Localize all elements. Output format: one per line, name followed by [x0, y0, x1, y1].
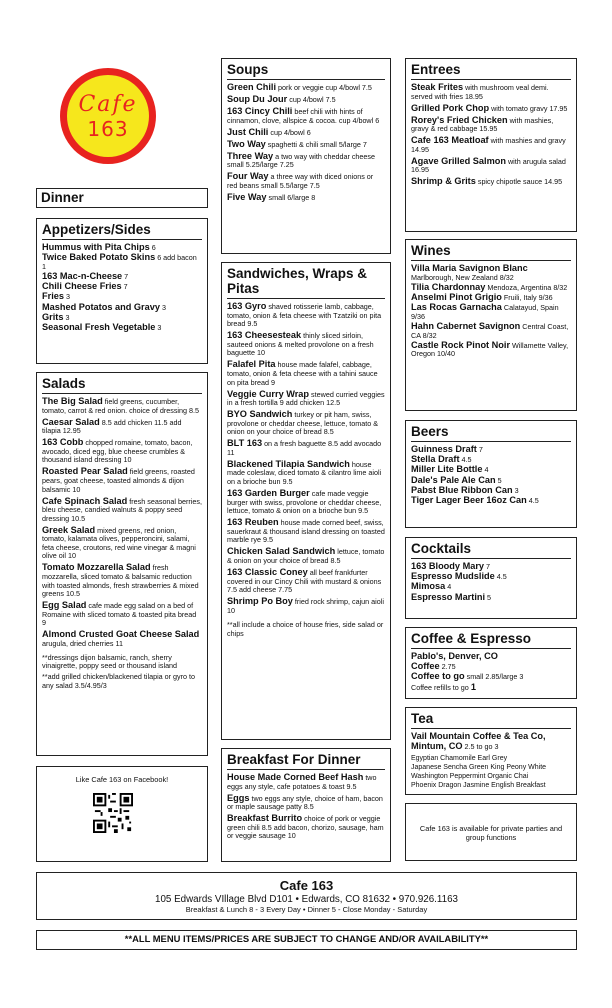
- menu-item: [411, 177, 571, 187]
- menu-item-price: 17.95: [549, 103, 568, 113]
- menu-item-name: Four Way: [227, 171, 269, 182]
- menu-item-description: cafe made egg salad on a bed of Romaine with sliced tomato & toasted pita bread: [42, 601, 197, 619]
- menu-item-price: 8: [311, 192, 316, 202]
- menu-item-price: 10.5: [65, 589, 80, 599]
- menu-item-name: Seasonal Fresh Vegetable: [42, 321, 156, 332]
- wines-list: [411, 264, 571, 359]
- menu-item-description: stewed curried veggies in a fresh tortilla 9 add chicken: [227, 389, 385, 408]
- menu-item-price: 8.5: [189, 405, 200, 415]
- menu-item-price: 3: [161, 302, 166, 312]
- menu-item-price: 7.5: [325, 94, 336, 104]
- menu-item-description: Marlborough, New Zealand: [411, 272, 498, 282]
- menu-item: [411, 322, 571, 340]
- menu-item-price: 10: [227, 605, 235, 615]
- menu-item-price: 5: [487, 592, 492, 602]
- tea-origin: Vail Mountain Coffee & Tea Co, Mintum, CO 2.5 to go 3: [411, 731, 546, 751]
- menu-item-name: Pabst Blue Ribbon Can: [411, 484, 513, 495]
- menu-item-name: Two Way: [227, 138, 266, 149]
- coffee-refill-note: Coffee refills to go 1: [411, 681, 476, 692]
- menu-item-price: 4.5: [461, 455, 472, 465]
- menu-item-name: Villa Maria Savignon Blanc: [411, 263, 528, 273]
- menu-item-description: Central Coast, CA: [411, 321, 569, 340]
- menu-item-price: 18.95: [464, 91, 483, 101]
- facebook-text[interactable]: Like Cafe 163 on Facebook!: [75, 775, 169, 784]
- menu-item-description: chopped romaine, tomato, bacon, avocado, diced egg, blue cheese crumbles & thousand island dressing: [42, 438, 193, 465]
- menu-item-price: 3: [65, 312, 70, 322]
- menu-item-price: 4.5: [496, 572, 507, 582]
- menu-item: [42, 282, 202, 292]
- cocktails-list: [411, 562, 571, 602]
- menu-item-description: Fruili, Italy: [503, 292, 537, 302]
- menu-item: [227, 128, 385, 138]
- private-parties-box: [405, 803, 577, 861]
- menu-item-description: with mashies and gravy: [490, 136, 566, 146]
- menu-item-description: Willamette Valley, Oregon: [411, 340, 569, 359]
- menu-item-price: 7: [486, 562, 491, 571]
- menu-item-price: 7: [362, 139, 367, 149]
- menu-item: [42, 397, 202, 415]
- menu-item-price: 8/32: [553, 282, 568, 292]
- tea-title: Tea: [411, 711, 571, 729]
- menu-item-name: Shrimp & Grits: [411, 176, 476, 187]
- menu-item-price: 7.25: [279, 160, 294, 170]
- wines-section: [405, 239, 577, 411]
- menu-item-name: 163 Classic Coney: [227, 566, 308, 577]
- salads-dressing-note: **dressings dijon balsamic, ranch, sherry vinaigrette, poppy seed or thousand island: [42, 652, 178, 671]
- menu-item-price: 12.95: [62, 426, 81, 436]
- menu-item: [227, 152, 385, 170]
- menu-item-description: all beef frankfurter covered in our Cincy Chili with mustard & onions 7.5 add cheese: [227, 567, 382, 595]
- sandwiches-title: Sandwiches, Wraps & Pitas: [227, 266, 385, 299]
- menu-item-name: Almond Crusted Goat Cheese Salad: [42, 629, 200, 640]
- breakfast-title: Breakfast For Dinner: [227, 752, 385, 770]
- menu-item-price: 7: [123, 282, 128, 292]
- breakfast-section: [221, 748, 391, 862]
- menu-item: [42, 526, 202, 561]
- menu-item-price: 4: [447, 582, 452, 592]
- tea-variety-line: Washington Peppermint Organic Chai: [411, 772, 529, 780]
- menu-item-name: Falafel Pita: [227, 359, 276, 370]
- menu-item-name: Mimosa: [411, 581, 446, 592]
- menu-item-name: 163 Cheesesteak: [227, 330, 302, 341]
- menu-item: [411, 341, 571, 359]
- menu-item-description: small 6/large: [268, 192, 310, 202]
- menu-item-name: Green Chili: [227, 82, 277, 92]
- menu-item-name: The Big Salad: [42, 396, 103, 406]
- menu-item: [411, 445, 571, 455]
- menu-item: [411, 157, 571, 175]
- menu-item: [411, 593, 571, 603]
- menu-item: [227, 439, 385, 457]
- footer-name: Cafe 163: [279, 878, 334, 893]
- menu-item: [411, 496, 571, 506]
- menu-item: [42, 601, 202, 628]
- wines-title: Wines: [411, 243, 571, 261]
- menu-item-name: Mashed Potatos and Gravy: [42, 301, 160, 312]
- menu-item-name: Three Way: [227, 150, 274, 161]
- menu-item: [227, 360, 385, 387]
- menu-item: [227, 814, 385, 841]
- cafe-logo: [60, 68, 156, 164]
- menu-item-name: Espresso Mudslide: [411, 571, 495, 582]
- beers-section: [405, 420, 577, 528]
- menu-item-description: mixed greens, red onion, tomato, kalamata olives, pepperoncini, salami, feta cheese, croutons, red wine vinegar & magni olive oil: [42, 525, 196, 561]
- menu-item-price: 9/36: [411, 311, 425, 321]
- menu-item-price: 10: [287, 831, 296, 841]
- menu-item-price: 8/32: [499, 272, 514, 282]
- menu-item: [411, 486, 571, 496]
- menu-item-price: 15.95: [479, 124, 498, 134]
- menu-item: [411, 264, 571, 282]
- disclaimer-text: **ALL MENU ITEMS/PRICES ARE SUBJECT TO CHANGE AND/OR AVAILABILITY**: [124, 933, 489, 944]
- menu-item: [411, 136, 571, 154]
- menu-item: [42, 253, 202, 271]
- appetizers-list: [42, 243, 202, 333]
- menu-item: [227, 390, 385, 408]
- menu-item-description: turkey or pit ham, swiss, provolone or cheddar cheese, lettuce, tomato & onion on your choice of bread: [227, 410, 379, 437]
- menu-item: [411, 104, 571, 114]
- menu-item-description: house made falafel, cabbage, tomato, onion & feta cheese with a tahini sauce on pita bread: [227, 360, 378, 387]
- qr-code-icon[interactable]: [93, 793, 133, 833]
- menu-item-price: 7.5: [309, 180, 320, 190]
- menu-item-name: Espresso Martini: [411, 591, 486, 602]
- menu-item-name: Tiger Lager Beer 16oz Can: [411, 494, 527, 505]
- menu-item-description: with mashies, gravy & red cabbage: [411, 115, 554, 134]
- menu-item: [227, 597, 385, 615]
- menu-item-description: two eggs any style, cafe potatoes & toast: [227, 773, 377, 791]
- menu-item-description: cup 4/bowl: [270, 127, 305, 137]
- menu-item-price: 3: [514, 485, 519, 495]
- menu-item-name: Veggie Curry Wrap: [227, 388, 310, 399]
- menu-item-description: cafe made veggie burger with swiss, provolone or cheddar cheese, lettuce, tomato & onion on a brioche bun: [227, 489, 382, 516]
- disclaimer-box: [36, 930, 577, 950]
- menu-item-price: 14.95: [411, 144, 429, 154]
- breakfast-list: [227, 773, 385, 841]
- menu-item-name: Anselmi Pinot Grigio: [411, 291, 502, 302]
- menu-item-name: Stella Draft: [411, 454, 460, 465]
- menu-item-price: 3: [65, 292, 70, 302]
- menu-item: [42, 630, 202, 648]
- menu-item-name: Agave Grilled Salmon: [411, 155, 506, 166]
- menu-item-price: 7: [478, 445, 483, 454]
- menu-item-name: Egg Salad: [42, 600, 87, 611]
- tea-variety-line: Japanese Sencha Green King Peony White: [411, 763, 547, 771]
- menu-item-name: Cafe 163 Meatloaf: [411, 135, 489, 146]
- menu-item-description: field greens, cucumber, tomato, carrot & red onion. choice of dressing: [42, 397, 188, 415]
- menu-item-name: Blackened Tilapia Sandwich: [227, 458, 350, 469]
- menu-item-price: 12.5: [326, 398, 341, 408]
- menu-item-price: 7.75: [278, 585, 293, 595]
- menu-item-name: 163 Mac-n-Cheese: [42, 270, 123, 281]
- menu-item: [227, 518, 385, 545]
- appetizers-section: [36, 218, 208, 364]
- entrees-section: [405, 58, 577, 232]
- menu-item: [411, 293, 571, 303]
- menu-item: [42, 272, 202, 282]
- menu-item-name: Twice Baked Potato Skins: [42, 252, 156, 263]
- menu-item: [227, 140, 385, 150]
- menu-item-name: Chili Cheese Fries: [42, 281, 122, 292]
- menu-item-price: 9.5: [247, 319, 258, 329]
- menu-item-description: on a fresh baguette 8.5 add avocado: [264, 439, 382, 449]
- menu-item-name: House Made Corned Beef Hash: [227, 772, 364, 782]
- menu-item-price: 3: [157, 322, 162, 332]
- menu-item-description: Calatayud, Spain: [503, 303, 559, 313]
- menu-item-description: with arugula salad: [507, 156, 566, 166]
- menu-item-description: choice of pork or veggie green chili 8.5 add bacon, chorizo, sausage, ham or veggie sausage: [227, 814, 384, 841]
- menu-item-name: Miller Lite Bottle: [411, 464, 483, 475]
- soups-list: [227, 83, 385, 202]
- tea-section: [405, 707, 577, 795]
- sandwiches-note: **all include a choice of house fries, side salad or chips: [227, 620, 384, 638]
- menu-item-name: Greek Salad: [42, 524, 96, 535]
- menu-item-name: Dale's Pale Ale Can: [411, 474, 496, 485]
- menu-item-price: 11: [227, 447, 235, 457]
- menu-item-name: Grilled Pork Chop: [411, 102, 490, 113]
- menu-item-price: 9: [270, 377, 275, 387]
- menu-item-price: 9.5: [358, 506, 369, 516]
- menu-item-name: Caesar Salad: [42, 416, 100, 427]
- menu-item-name: 163 Cincy Chili: [227, 105, 293, 116]
- menu-item-description: shaved rotisserie lamb, cabbage, tomato, onion & feta cheese with Tzatziki on pita bread: [227, 302, 382, 329]
- cocktails-title: Cocktails: [411, 541, 571, 559]
- menu-item-description: with mushroom veal demi. served with fries: [411, 83, 549, 101]
- menu-item-name: Hummus with Pita Chips: [42, 242, 150, 252]
- menu-item-name: Fries: [42, 291, 64, 302]
- menu-item-name: Shrimp Po Boy: [227, 596, 293, 607]
- menu-item-price: 9: [42, 618, 46, 628]
- menu-item-price: 7.5: [361, 83, 372, 92]
- menu-item-description: pork or veggie cup 4/bowl: [278, 83, 360, 92]
- menu-item: [411, 562, 571, 572]
- menu-item: [227, 460, 385, 487]
- menu-item-price: 10: [123, 455, 132, 465]
- menu-item: [411, 476, 571, 486]
- menu-item-price: 7: [124, 271, 129, 281]
- entrees-title: Entrees: [411, 62, 571, 80]
- beers-list: [411, 445, 571, 506]
- sandwiches-section: [221, 262, 391, 740]
- menu-item-name: Tomato Mozzarella Salad: [42, 562, 151, 573]
- menu-item-price: 10/40: [436, 349, 455, 359]
- menu-item-name: Roasted Pear Salad: [42, 466, 128, 477]
- menu-label-box: [36, 188, 208, 208]
- menu-item-name: Rorey's Fried Chicken: [411, 114, 508, 125]
- soups-section: [221, 58, 391, 254]
- menu-item: [227, 489, 385, 516]
- menu-item: [411, 303, 571, 321]
- footer-address: 105 Edwards VIllage Blvd D101 • Edwards, CO 81632 • 970.926.1163: [155, 894, 458, 905]
- menu-item-name: Soup Du Jour: [227, 93, 288, 104]
- menu-item-price: 11: [115, 638, 123, 648]
- menu-item-description: thinly sliced sirloin, sauteed onions & melted provolone on a fresh baguette: [227, 331, 374, 358]
- menu-item: [227, 302, 385, 329]
- menu-item-name: Just Chili: [227, 126, 269, 137]
- menu-label: Dinner: [41, 190, 84, 205]
- facebook-box: [36, 766, 208, 862]
- menu-item-description: house made corned beef, swiss, sauerkraut & thousand island dressing on toasted marble rye: [227, 518, 385, 545]
- entrees-list: [411, 83, 571, 187]
- menu-item: [227, 95, 385, 105]
- menu-item-description: fresh seasonal berries, bleu cheese, candied walnuts & poppy seed dressing: [42, 496, 202, 523]
- tea-variety-line: Phoenix Dragon Jasmine English Breakfast: [411, 781, 546, 789]
- menu-item-description: arugula, dried cherries: [42, 638, 114, 648]
- menu-item-name: 163 Garden Burger: [227, 488, 310, 499]
- menu-item-price: 8.5: [303, 802, 314, 812]
- salads-add-note: **add grilled chicken/blackened tilapia or gyro to any salad 3.5/4.95/3: [42, 672, 196, 690]
- menu-item-name: Tilia Chardonnay: [411, 281, 486, 292]
- menu-item-price: 6 add bacon 1: [42, 253, 197, 271]
- menu-item-name: 163 Gyro: [227, 301, 267, 311]
- menu-item-description: fresh mozzarella, sliced tomato & balsamic reduction with toasted almonds, fresh strawberries & mixed greens: [42, 563, 199, 599]
- salads-title: Salads: [42, 376, 202, 394]
- menu-item: [227, 794, 385, 812]
- menu-item-description: a three way with diced onions or red beans small 5.5/large: [227, 172, 374, 190]
- menu-item-description: with tomato gravy: [491, 103, 548, 113]
- logo-text-163: 163: [87, 117, 129, 141]
- soups-title: Soups: [227, 62, 385, 80]
- salads-list: [42, 397, 202, 649]
- menu-item-price: 9.5: [262, 535, 273, 545]
- coffee-origin: Pablo's, Denver, CO: [411, 651, 498, 661]
- menu-item: [42, 438, 202, 465]
- menu-item: [227, 331, 385, 358]
- menu-item: [227, 568, 385, 595]
- menu-item-price: 10.5: [71, 513, 86, 523]
- menu-item: [42, 323, 202, 333]
- menu-item-description: a two way with cheddar cheese small 5.25/large: [227, 151, 376, 170]
- menu-item-name: 163 Reuben: [227, 517, 279, 528]
- menu-item-price: 8/32: [422, 330, 437, 340]
- menu-item-name: Five Way: [227, 191, 267, 202]
- menu-item: [227, 773, 385, 791]
- menu-item-price: 9/36: [538, 292, 553, 302]
- menu-item-description: two eggs any style, choice of ham, bacon or maple sausage patty: [227, 793, 383, 812]
- menu-item: [411, 465, 571, 475]
- menu-item-name: Las Rocas Garnacha: [411, 302, 502, 313]
- menu-item: [411, 572, 571, 582]
- menu-item-price: 9.5: [346, 781, 357, 791]
- menu-item: [411, 283, 571, 293]
- menu-item: [227, 547, 385, 565]
- tea-variety-line: Egyptian Chamomile Earl Grey: [411, 754, 508, 762]
- menu-item: [411, 116, 571, 134]
- menu-item-description: 8.5 add chicken 11.5 add tilapia: [42, 417, 182, 436]
- coffee-list: [411, 662, 571, 682]
- menu-item-price: 2.75: [441, 662, 456, 672]
- menu-item-description: fried rock shrimp, cajun aioli: [294, 597, 384, 607]
- menu-item-price: 9.5: [282, 477, 293, 487]
- appetizers-title: Appetizers/Sides: [42, 222, 202, 240]
- tea-list: [411, 754, 571, 790]
- menu-item: [42, 313, 202, 323]
- menu-item: [411, 662, 571, 672]
- menu-item-price: 6: [306, 127, 311, 137]
- menu-item-description: Mendoza, Argentina: [487, 282, 552, 292]
- sandwiches-list: [227, 302, 385, 615]
- menu-item-price: 6: [151, 243, 156, 252]
- menu-item: [411, 672, 571, 682]
- cocktails-section: [405, 537, 577, 619]
- menu-item-name: 163 Bloody Mary: [411, 561, 485, 571]
- menu-item-price: 10: [67, 551, 76, 561]
- menu-item-price: 4: [484, 465, 489, 475]
- menu-item-name: Breakfast Burrito: [227, 813, 303, 824]
- menu-item-price: 10: [72, 484, 81, 494]
- menu-item: [227, 410, 385, 437]
- menu-item-name: Coffee to go: [411, 671, 465, 682]
- menu-item: [227, 193, 385, 203]
- menu-item-name: Castle Rock Pinot Noir: [411, 339, 511, 350]
- menu-item-name: Eggs: [227, 792, 250, 803]
- menu-item-price: 14.95: [544, 177, 563, 187]
- menu-item: [227, 83, 385, 93]
- menu-item-description: cup 4/bowl: [289, 94, 324, 104]
- menu-item-price: 5: [497, 475, 502, 485]
- menu-item: [42, 303, 202, 313]
- menu-item-price: 6: [375, 115, 380, 125]
- menu-item: [42, 467, 202, 494]
- menu-item-name: BYO Sandwich: [227, 409, 293, 420]
- menu-item-description: lettuce, tomato & onion on your choice of bread: [227, 547, 385, 565]
- menu-item-name: Grits: [42, 311, 64, 322]
- menu-item-price: 8.5: [330, 555, 341, 565]
- logo-inner-circle: [67, 75, 149, 157]
- menu-item-name: 163 Cobb: [42, 437, 84, 448]
- menu-item-price: small 2.85/large 3: [466, 672, 524, 682]
- menu-item-description: beef chili with hints of cinnamon, clove, allspice & cocoa. cup 4/bowl: [227, 106, 374, 125]
- menu-item: [42, 418, 202, 436]
- footer-box: [36, 872, 577, 920]
- menu-item-description: spaghetti & chili small 5/large: [267, 139, 361, 149]
- menu-item: [42, 292, 202, 302]
- menu-item: [42, 497, 202, 524]
- menu-item-description: field greens, roasted pears, goat cheese, toasted almonds & dijon balsamic: [42, 467, 195, 494]
- menu-item: [227, 107, 385, 125]
- menu-item-name: BLT 163: [227, 438, 263, 449]
- menu-item-price: 8.5: [323, 427, 334, 437]
- salads-section: [36, 372, 208, 756]
- menu-item: [42, 243, 202, 253]
- menu-item-name: Chicken Salad Sandwich: [227, 546, 336, 557]
- menu-item-name: Cafe Spinach Salad: [42, 495, 128, 506]
- menu-item-description: spicy chipotle sauce: [477, 177, 543, 187]
- menu-item: [411, 83, 571, 101]
- menu-item: [411, 455, 571, 465]
- menu-item: [227, 172, 385, 190]
- private-parties-text: Cafe 163 is available for private parties and group functions: [419, 824, 563, 842]
- menu-item-price: 16.95: [411, 165, 429, 175]
- footer-hours: Breakfast & Lunch 8 - 3 Every Day • Dinner 5 - Close Monday - Saturday: [185, 905, 428, 914]
- beers-title: Beers: [411, 424, 571, 442]
- coffee-section: [405, 627, 577, 699]
- menu-item: [42, 563, 202, 598]
- menu-item-name: Coffee: [411, 661, 440, 672]
- logo-text-cafe: Cafe: [78, 92, 138, 117]
- menu-item-description: house made coleslaw, diced tomato & cilantro lime aioli on a brioche bun: [227, 459, 382, 487]
- menu-item-price: 4.5: [528, 495, 539, 505]
- menu-item-price: 10: [256, 348, 265, 358]
- menu-item: [411, 582, 571, 592]
- coffee-title: Coffee & Espresso: [411, 631, 571, 649]
- menu-item-name: Steak Frites: [411, 82, 464, 92]
- menu-item-name: Guinness Draft: [411, 444, 477, 454]
- menu-item-name: Hahn Cabernet Savignon: [411, 320, 521, 331]
